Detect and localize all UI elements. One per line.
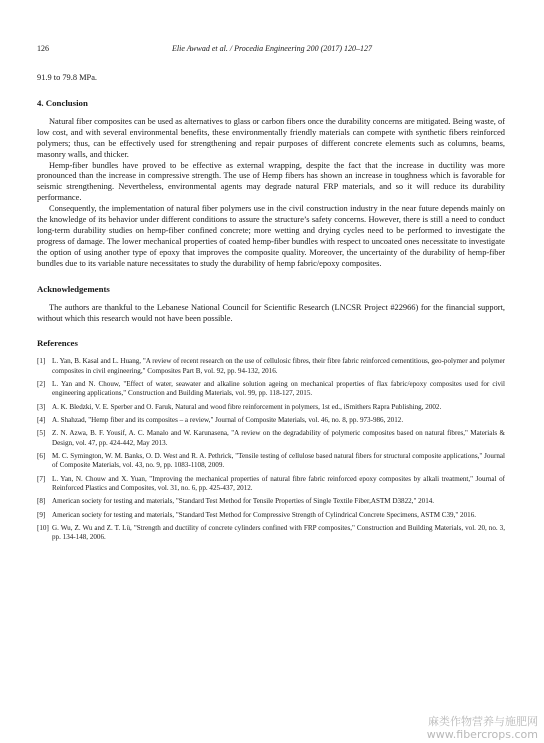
reference-number: [6]	[37, 451, 46, 460]
reference-text: A. Shahzad, "Hemp fiber and its composites – a review," Journal of Composite Materials, vol. 46, no. 8, pp. 973-986, 2012.	[52, 415, 404, 424]
acknowledgements-heading: Acknowledgements	[37, 283, 110, 294]
reference-number: [4]	[37, 415, 46, 424]
page-body	[37, 73, 505, 547]
reference-text: G. Wu, Z. Wu and Z. T. Lü, "Strength and ductility of concrete cylinders confined with FRP composites," Construction and Building Materials, vol. 20, no. 3, pp. 134-148, 2006.	[52, 523, 505, 542]
conclusion-paragraph-3: Consequently, the implementation of natural fiber polymers use in the civil construction industry in the near future depends mainly on the knowledge of its behavior under different conditions to assure the structure’s safety concerns. However, there is still a need to conduct long-term durability studies on hemp-fiber confined concrete; more wetting and drying cycles need to be performed to investigate the progress of damage. The lower mechanical properties of coated hemp-fiber bundles with respect to uncoated ones necessitate to investigate the option of using another type of epoxy that improves the composite quality. Moreover, the uncertainty of the durability of hemp-fiber bundles due to its variable nature necessitates to study the durability of hemp fabric/epoxy composites.	[37, 204, 505, 268]
watermark	[427, 715, 538, 741]
watermark-url: www.fibercrops.com	[426, 728, 538, 741]
reference-text: L. Yan and N. Chouw, "Effect of water, seawater and alkaline solution ageing on mechanical properties of flax fabric/epoxy composites used for civil engineering applications," Construction and Building Materials, vol. 99, pp. 118-127, 2015.	[52, 380, 505, 398]
reference-text: American society for testing and materials, "Standard Test Method for Tensile Properties of Single Textile Fiber,ASTM D3822," 2014.	[52, 497, 435, 506]
reference-item	[37, 403, 505, 412]
conclusion-paragraph-1: Natural fiber composites can be used as alternatives to glass or carbon fibers once the durability concerns are mitigated. Being waste, of low cost, and with several environmental benefits, these environmentally friendly materials can compete with synthetic fibers reinforced polymers; thus, can be effectively used for strengthening and repair purposes of different concrete elements such as columns, beams, masonry walls, and thicker.	[37, 116, 505, 159]
conclusion-paragraph-2: Hemp-fiber bundles have proved to be effective as external wrapping, despite the fact that the increase in ductility was more pronounced than the increase in compressive strength. The use of Hemp fibers has shown an increase in toughness which is favorable for seismic strengthening. Nevertheless, environmental agents may degrade natural FRP materials, and so it will reduce its durability performance.	[37, 160, 505, 203]
acknowledgements-text: The authors are thankful to the Lebanese National Council for Scientific Research (LNCSR Project #22966) for the financial support, without which this research would not have been possible.	[37, 302, 505, 323]
watermark-cn: 麻类作物营养与施肥网	[428, 715, 538, 728]
reference-number: [10]	[37, 523, 49, 532]
reference-number: [8]	[37, 497, 46, 506]
reference-text: M. C. Symington, W. M. Banks, O. D. West and R. A. Pethrick, "Tensile testing of cellulose based natural fibers for structural composite applications," Journal of Composite Materials, vol. 43, no. 9, pp. 1083-1108, 2009.	[52, 451, 505, 470]
conclusion-heading: 4. Conclusion	[37, 97, 88, 108]
reference-item	[37, 524, 505, 542]
reference-text: A. K. Bledzki, V. E. Sperber and O. Faruk, Natural and wood fibre reinforcement in polymers, 1st ed., iSmithers Rapra Publishing, 2002.	[52, 402, 442, 411]
reference-number: [3]	[37, 402, 46, 411]
page-number: 126	[37, 44, 49, 53]
reference-item	[37, 357, 505, 375]
reference-item	[37, 497, 505, 506]
running-title: Elie Awwad et al. / Procedia Engineering 200 (2017) 120–127	[172, 44, 372, 53]
reference-text: Z. N. Azwa, B. F. Yousif, A. C. Manalo and W. Karunasena, "A review on the degradability of polymeric composites based on natural fibres," Materials & Design, vol. 47, pp. 424-442, May 2013.	[52, 429, 505, 447]
references-heading: References	[37, 338, 78, 349]
reference-text: L. Yan, N. Chouw and X. Yuan, "Improving the mechanical properties of natural fibre fabric reinforced epoxy composites by alkali treatment," Journal of Reinforced Plastics and Composites, vol. 31, no. 6, pp. 425-437, 2012.	[52, 474, 505, 492]
reference-item	[37, 475, 505, 493]
reference-item	[37, 452, 505, 470]
reference-number: [7]	[37, 474, 46, 483]
reference-number: [2]	[37, 380, 46, 388]
reference-list	[37, 357, 505, 542]
reference-text: American society for testing and materials, "Standard Test Method for Compressive Strength of Cylindrical Concrete Specimens, ASTM C39," 2016.	[52, 510, 477, 519]
reference-item	[37, 511, 505, 520]
reference-item	[37, 380, 505, 398]
reference-number: [9]	[37, 510, 46, 519]
reference-item	[37, 429, 505, 447]
intro-fragment: 91.9 to 79.8 MPa.	[37, 73, 98, 82]
running-header	[37, 44, 507, 56]
reference-number: [1]	[37, 357, 46, 366]
reference-text: L. Yan, B. Kasal and L. Huang, "A review of recent research on the use of cellulosic fibres, their fibre fabric reinforced cementitious, geo-polymer and polymer composites in civil engineering," Composites Part B, vol. 92, pp. 94-132, 2016.	[52, 357, 505, 375]
reference-item	[37, 416, 505, 425]
reference-number: [5]	[37, 429, 46, 438]
